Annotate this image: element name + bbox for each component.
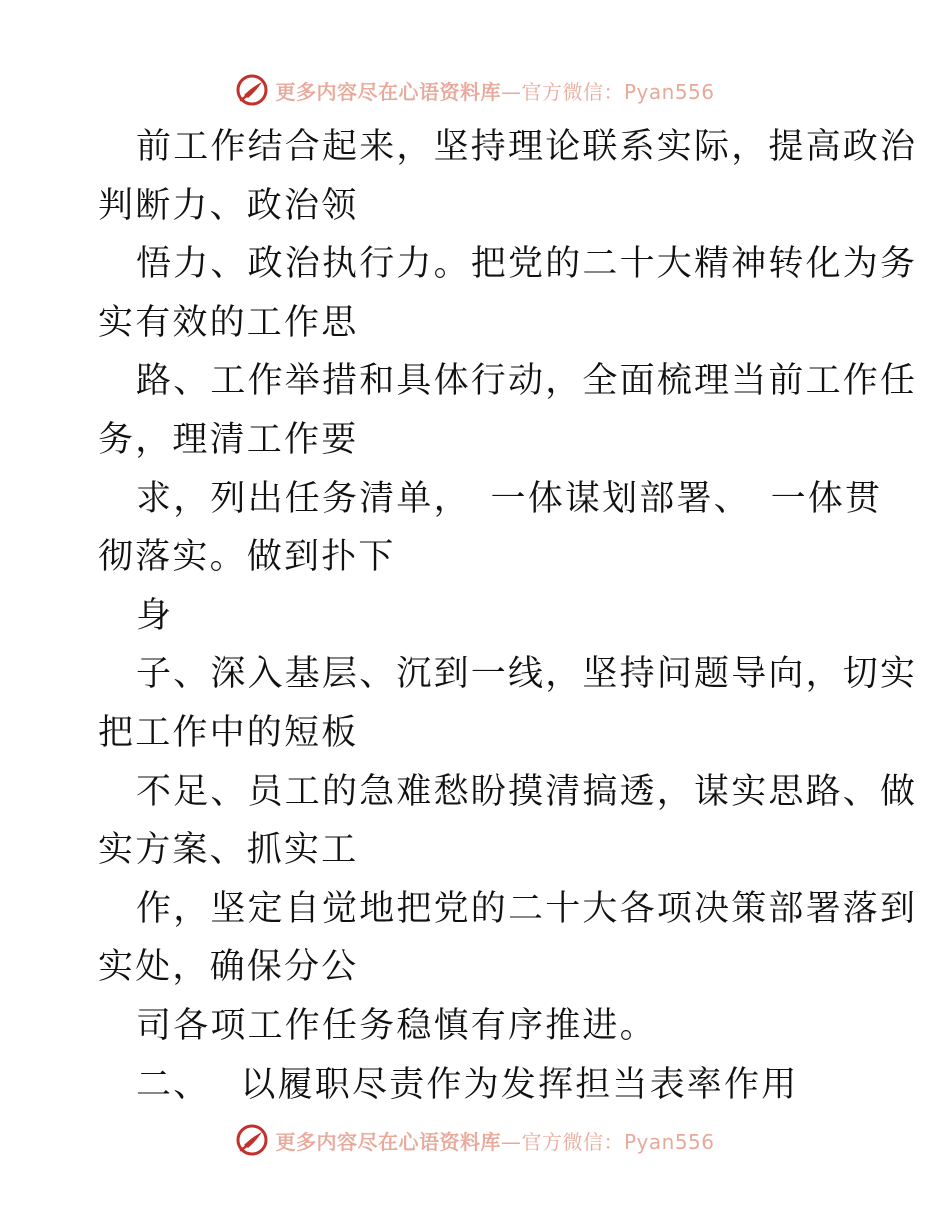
section-heading [98, 1056, 858, 1115]
book-quill-logo-icon [235, 1123, 269, 1157]
text-line: 务，理清工作要 [98, 419, 359, 460]
section-number: 二、 [136, 1064, 211, 1105]
text-line: 不足、员工的急难愁盼摸清搞透，谋实思路、做 [136, 771, 918, 812]
watermark-text: 更多内容尽在心语资料库—官方微信：Pyan556 [275, 79, 715, 104]
text-line: 求，列出任务清单， 一体谋划部署、 一体贯 [136, 478, 883, 519]
text-line: 司各项工作任务稳慎有序推进。 [136, 1005, 657, 1046]
text-line: 身 [136, 595, 174, 636]
text-line: 作，坚定自觉地把党的二十大各项决策部署落到 [136, 888, 918, 929]
footer-watermark [0, 1120, 950, 1160]
text-line: 把工作中的短板 [98, 712, 359, 753]
header-watermark [0, 70, 950, 110]
text-line: 子、深入基层、沉到一线，坚持问题导向，切实 [136, 654, 918, 695]
text-line: 悟力、政治执行力。把党的二十大精神转化为务 [136, 244, 918, 285]
text-line: 判断力、政治领 [98, 185, 359, 226]
text-line: 实有效的工作思 [98, 302, 359, 343]
text-line: 前工作结合起来，坚持理论联系实际，提高政治 [136, 127, 918, 167]
watermark-text: 更多内容尽在心语资料库—官方微信：Pyan556 [275, 1129, 715, 1154]
book-quill-logo-icon [235, 73, 269, 107]
text-line: 实处，确保分公 [98, 947, 359, 988]
text-line: 实方案、抓实工 [98, 830, 359, 871]
text-line: 路、工作举措和具体行动，全面梳理当前工作任 [136, 361, 918, 402]
document-body [98, 118, 918, 1114]
text-line: 彻落实。做到扑下 [98, 537, 396, 578]
section-title: 以履职尽责作为发挥担当表率作用 [240, 1064, 799, 1105]
